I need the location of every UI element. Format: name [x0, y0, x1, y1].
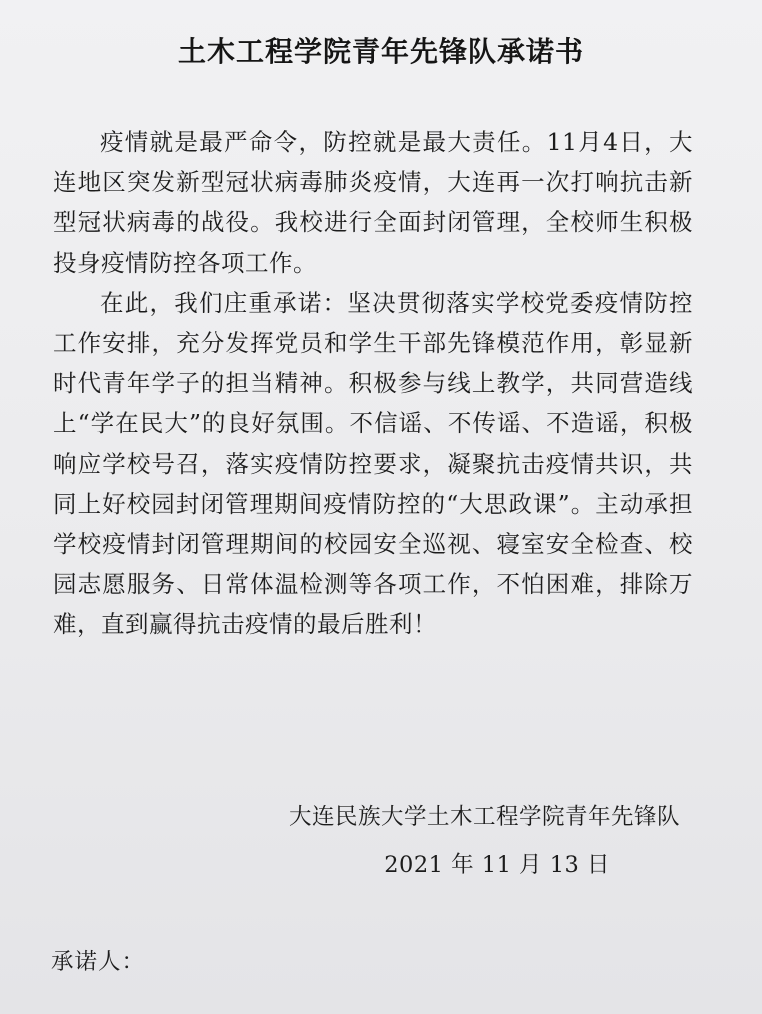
paragraph-2: 在此，我们庄重承诺：坚决贯彻落实学校党委疫情防控工作安排，充分发挥党员和学生干部先锋模范作用，彰显新时代青年学子的担当精神。积极参与线上教学，共同营造线上“学在民大”的良好氛围。不信谣、不传谣、不造谣，积极响应学校号召，落实疫情防控要求，凝聚抗击疫情共识，共同上好校园封闭管理期间疫情防控的“大思政课”。主动承担学校疫情封闭管理期间的校园安全巡视、寝室安全检查、校园志愿服务、日常体温检测等各项工作，不怕困难，排除万难，直到赢得抗击疫情的最后胜利！ [53, 288, 693, 639]
signature-organization: 大连民族大学土木工程学院青年先锋队 [288, 804, 680, 830]
signature-date: 2021 年 11 月 13 日 [384, 852, 610, 878]
document-title: 土木工程学院青年先锋队承诺书 [177, 35, 584, 68]
pledger-label: 承诺人： [51, 949, 146, 975]
paragraph-1: 疫情就是最严命令，防控就是最大责任。11月4日，大连地区突发新型冠状病毒肺炎疫情，大连再一次打响抗击新型冠状病毒的战役。我校进行全面封闭管理，全校师生积极投身疫情防控各项工作。 [53, 128, 693, 277]
document-body [53, 122, 693, 645]
